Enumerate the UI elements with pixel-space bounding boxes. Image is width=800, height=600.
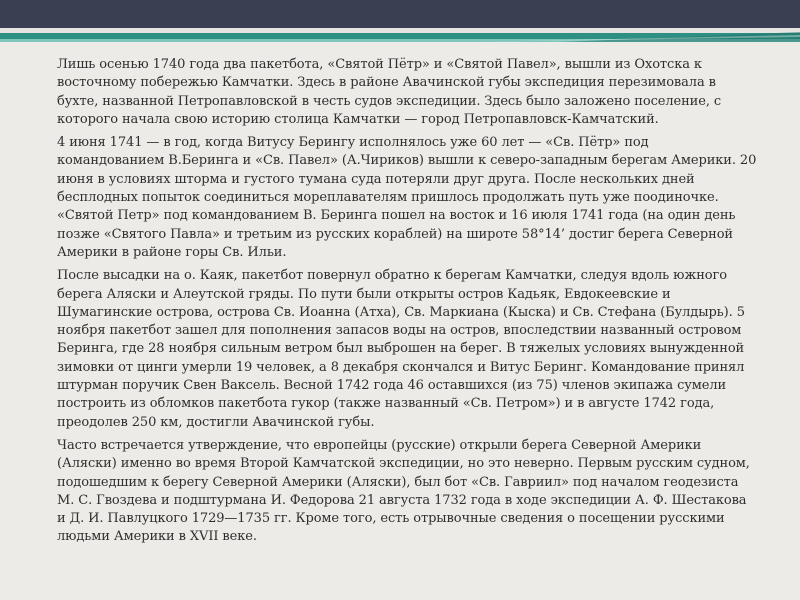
paragraph-1: Лишь осенью 1740 года два пакетбота, «Святой Пётр» и «Святой Павел», вышли из Охотска к восточному побережью Камчатки. Здесь в районе Авачинской губы экспедиция перезимовала в бухте, названной Петропавловской в честь судов экспедиции. Здесь было заложено поселение, с которого начала свою историю столица Камчатки — город Петропавловск-Камчатский. (57, 57, 722, 127)
paragraph-3: После высадки на о. Каяк, пакетбот повернул обратно к берегам Камчатки, следуя вдоль южного берега Аляски и Алеутской гряды. По пути были открыты остров Кадьяк, Евдокеевские и Шумагинские острова, острова Св. Иоанна (Атха), Св. Маркиана (Кыска) и Св. Стефана (Булдырь). 5 ноября пакетбот зашел для пополнения запасов воды на остров, впоследствии названный островом Беринга, где 28 ноября сильным ветром был выброшен на берег. В тяжелых условиях вынужденной зимовки от цинги умерли 19 человек, а 8 декабря скончался и Витус Беринг. Командование принял штурман поручик Свен Ваксель. Весной 1742 года 46 оставшихся (из 75) членов экипажа сумели построить из обломков пакетбота гукор (также названный «Св. Петром») и в августе 1742 года, преодолев 250 км, достигли Авачинской губы. (57, 268, 745, 430)
paragraph-4: Часто встречается утверждение, что европейцы (русские) открыли берега Северной Америки (Аляски) именно во время Второй Камчатской экспедиции, но это неверно. Первым русским судном, подошедшим к берегу Северной Америки (Аляски), был бот «Св. Гавриил» под началом геодезиста М. С. Гвоздева и подштурмана И. Федорова 21 августа 1732 года в ходе экспедиции А. Ф. Шестакова и Д. И. Павлуцкого 1729—1735 гг. Кроме того, есть отрывочные сведения о посещении русскими людьми Америки в XVII веке. (57, 437, 750, 545)
slide-body (57, 56, 757, 552)
header-decorative-band (0, 0, 800, 46)
header-band-graphic (0, 0, 800, 46)
paragraph-2: 4 июня 1741 — в год, когда Витусу Берингу исполнялось уже 60 лет — «Св. Пётр» под командованием В.Беринга и «Св. Павел» (А.Чириков) вышли к северо-западным берегам Америки. 20 июня в условиях шторма и густого тумана суда потеряли друг друга. После нескольких дней бесплодных попыток соединиться мореплавателям пришлось продолжать путь уже поодиночке. «Святой Петр» под командованием В. Беринга пошел на восток и 16 июля 1741 года (на один день позже «Святого Павла» и третьим из русских кораблей) на широте 58°14’ достиг берега Северной Америки в районе горы Св. Ильи. (57, 135, 757, 260)
